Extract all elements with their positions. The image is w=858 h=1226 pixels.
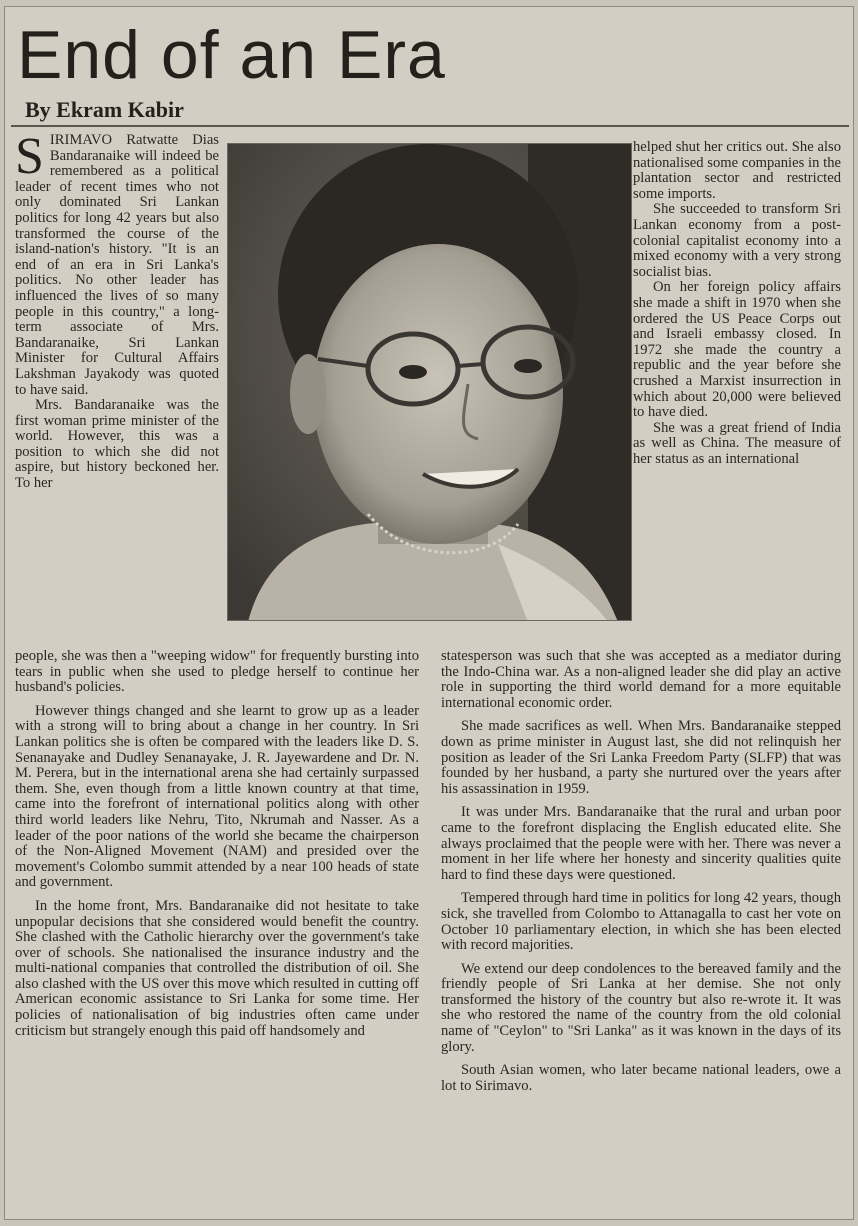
portrait-photo	[227, 143, 632, 621]
right-column-top	[633, 140, 841, 467]
header-rule	[11, 125, 849, 127]
paragraph-r2: She succeeded to transform Sri Lankan economy from a post-colonial capitalist economy into a mixed economy with a very strong socialist bias.	[633, 201, 841, 280]
paragraph-2-end: people, she was then a "weeping widow" for frequently bursting into tears in public when she used to pledge herself to continue her husband's policies.	[15, 648, 419, 696]
paragraph-r3: On her foreign policy affairs she made a shift in 1970 when she ordered the US Peace Corps out and Israeli embassy closed. In 1972 she made the country a republic and the year before she crushed a Marxist insurrection in which about 20,000 were believed to have died.	[633, 279, 841, 421]
left-column-bottom	[15, 649, 419, 1039]
portrait-photo-icon	[228, 144, 632, 621]
paragraph-r4-start: She was a great friend of India as well as China. The measure of her status as an international	[633, 419, 841, 467]
headline: End of an Era	[17, 17, 446, 93]
paragraph-r5: She made sacrifices as well. When Mrs. Bandaranaike stepped down as prime minister in August last, she did not relinquish her position as leader of the Sri Lanka Freedom Party (SLFP) that was founded by her husband, a party she nurtured over the years after his assassination in 1959.	[441, 718, 841, 797]
paragraph-r9: South Asian women, who later became national leaders, owe a lot to Sirimavo.	[441, 1062, 841, 1094]
paragraph-r4-end: statesperson was such that she was accepted as a mediator during the Indo-China war. As a non-aligned leader she did play an active role in supporting the third world demand for a more equitable international economic order.	[441, 648, 841, 711]
drop-cap: S	[15, 128, 44, 185]
paragraph-2-start: Mrs. Bandaranaike was the first woman prime minister of the world. However, this was a position to which she did not aspire, but history beckoned her. To her	[15, 397, 219, 492]
right-column-bottom	[441, 649, 841, 1094]
paragraph-r1: helped shut her critics out. She also nationalised some companies in the plantation sector and restricted some imports.	[633, 139, 841, 202]
paragraph-r8: We extend our deep condolences to the bereaved family and the friendly people of Sri Lanka at her demise. She not only transformed the history of the country but also re-wrote it. It was she who restored the name of the country from the old colonial name of "Ceylon" to "Sri Lanka" as it was known in the days of its glory.	[441, 960, 841, 1055]
paragraph-4: In the home front, Mrs. Bandaranaike did not hesitate to take unpopular decisions that she considered would benefit the country. She clashed with the Catholic hierarchy over the government's take over of schools. She nationalised the insurance industry and the multi-national companies that controlled the distribution of oil. She also clashed with the US over this move which resulted in cutting off American economic assistance to Sri Lanka for some time. Her policies of nationalisation of big industries often came under criticism but strangely enough this paid off handsomely and	[15, 897, 419, 1039]
paragraph-r6: It was under Mrs. Bandaranaike that the rural and urban poor came to the forefront displacing the English educated elite. She always proclaimed that the people were with her. There was never a moment in her life where her honesty and sincerity qualities quite hard to find these days were questioned.	[441, 804, 841, 883]
paragraph-1-text: IRIMAVO Ratwatte Dias Bandaranaike will indeed be remembered as a political leader of recent times who not only dominated Sri Lankan politics for long 42 years but also transformed the course of the island-nation's history. "It is an end of an era in Sri Lanka's politics. No other leader has influenced the lives of so many people in this country," a long-term associate of Mrs. Bandaranaike, Sri Lankan Minister for Cultural Affairs Lakshman Jayakody was quoted to have said.	[15, 132, 219, 398]
newspaper-page	[4, 6, 854, 1220]
byline: By Ekram Kabir	[25, 97, 184, 122]
paragraph-1	[15, 128, 219, 398]
left-column-top	[15, 128, 219, 492]
paragraph-3: However things changed and she learnt to grow up as a leader with a strong will to bring about a change in her country. In Sri Lankan politics she is often be compared with the leaders like D. S. Senanayake and Dudley Senanayake, J. R. Jayewardene and Dr. N. M. Perera, but in the international arena she had certainly surpassed them. She, even though from a little known country at that time, came into the forefront of international politics along with other third world leaders like Nehru, Tito, Nkrumah and Nasser. As a leader of the poor nations of the world she became the chairperson of the Non-Aligned Movement (NAM) and presided over the movement's Colombo summit attended by a near 100 heads of state and government.	[15, 702, 419, 891]
paragraph-r7: Tempered through hard time in politics for long 42 years, though sick, she travelled from Colombo to Attanagalla to cast her vote on October 10 parliamentary election, in which she has been elected with record majorities.	[441, 890, 841, 954]
